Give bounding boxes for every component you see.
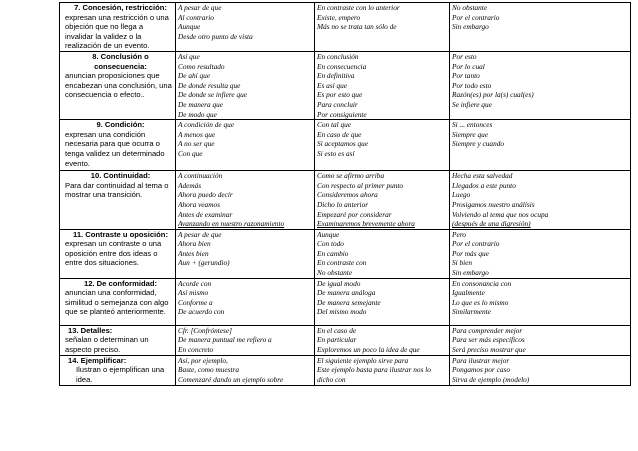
category-cell <box>60 120 176 171</box>
connector-item: Prosigamos nuestro análisis <box>452 199 535 209</box>
connector-item: Si aceptamos que <box>317 139 369 149</box>
connector-item: Igualmente <box>452 288 485 298</box>
connector-item: Del mismo modo <box>317 307 367 317</box>
connectors-col3 <box>450 355 631 385</box>
connector-item: Ahora puedo decir <box>178 190 233 200</box>
connector-item: Avanzando en nuestro razonamiento <box>178 219 285 229</box>
category-title: 10. Continuidad: <box>90 171 151 181</box>
connectors-table <box>59 2 631 386</box>
category-title: 13. Detalles: <box>68 325 113 335</box>
connector-item: Llegados a este punto <box>452 180 516 190</box>
connector-item: dicho con <box>317 374 346 384</box>
connector-item: Acorde con <box>178 278 212 288</box>
connector-item: De donde se infiere que <box>178 90 248 100</box>
connector-item: Además <box>178 180 202 190</box>
category-title: 8. Conclusión o consecuencia: <box>92 51 149 71</box>
connectors-col1 <box>176 171 315 230</box>
connector-item: Es por esto que <box>317 90 363 100</box>
connectors-col1 <box>176 229 315 278</box>
connector-item: Sirva de ejemplo (modelo) <box>452 374 530 384</box>
connector-item: De manera semejante <box>317 297 381 307</box>
connector-item: Así que <box>178 51 200 61</box>
connector-item: De donde resulta que <box>178 80 241 90</box>
connector-item: Más no se trata tan sólo de <box>317 22 397 32</box>
connector-item: Como resultado <box>178 61 225 71</box>
connector-item: Con respecto al primer punto <box>317 180 404 190</box>
connectors-col3 <box>450 229 631 278</box>
connector-item: Así, por ejemplo, <box>178 355 228 365</box>
connector-item: Ahora bien <box>178 239 211 249</box>
connector-item: Comenzaré dando un ejemplo sobre <box>178 374 284 384</box>
category-cell <box>60 51 176 119</box>
connector-item: Con todo <box>317 239 344 249</box>
connectors-col1 <box>176 51 315 119</box>
connectors-col3 <box>450 171 631 230</box>
connector-item: De manera puntual me refiero a <box>178 335 272 345</box>
connectors-col2 <box>315 120 450 171</box>
connector-item: En concreto <box>178 344 214 354</box>
connectors-col1 <box>176 355 315 385</box>
connector-item: Siempre y cuando <box>452 139 505 149</box>
table-row <box>60 325 631 355</box>
connectors-col2 <box>315 51 450 119</box>
connectors-col2 <box>315 278 450 325</box>
table-row <box>60 171 631 230</box>
connector-item: A pesar de que <box>178 229 222 239</box>
table-row <box>60 120 631 171</box>
connector-item: En conclusión <box>317 51 359 61</box>
connector-item: De manera que <box>178 99 223 109</box>
connector-item: Por todo esto <box>452 80 492 90</box>
connectors-col3 <box>450 51 631 119</box>
connector-item: Por el contrario <box>452 239 500 249</box>
category-description: Para dar continuidad al tema o mostrar una transición. <box>65 180 169 200</box>
connector-item: Conforme a <box>178 297 213 307</box>
connectors-col3 <box>450 120 631 171</box>
connector-item: A no ser que <box>178 139 215 149</box>
connector-item: Por consiguiente <box>317 109 367 119</box>
connector-item: De modo que <box>178 109 217 119</box>
category-title: 7. Concesión, restricción: <box>74 3 167 12</box>
connector-item: A menos que <box>178 129 216 139</box>
category-cell <box>60 3 176 52</box>
connector-item: Por más que <box>452 248 489 258</box>
connector-item: De manera análoga <box>317 288 376 298</box>
connector-item: En cambio <box>317 248 349 258</box>
category-description: señalan o determinan un aspecto preciso. <box>65 335 149 354</box>
category-cell <box>60 325 176 355</box>
connector-item: Razón(es) por la(s) cual(es) <box>452 90 534 100</box>
connector-item: Para comprender mejor <box>452 325 523 335</box>
connector-item: Aunque <box>317 229 340 239</box>
category-description: Ilustran o ejemplifican una idea. <box>76 365 165 384</box>
connectors-col3 <box>450 325 631 355</box>
connectors-col2 <box>315 325 450 355</box>
connector-item: De igual modo <box>317 278 361 288</box>
connector-item: Si bien <box>452 258 473 268</box>
connector-item: Como se afirmo arriba <box>317 171 385 181</box>
connectors-col2 <box>315 171 450 230</box>
connector-item: Siempre que <box>452 129 488 139</box>
connector-item: Hecha esta salvedad <box>452 171 513 181</box>
connector-item: En definitiva <box>317 71 355 81</box>
connector-item: Aun + (gerundio) <box>178 258 230 268</box>
connector-item: En consecuencia <box>317 61 367 71</box>
category-title: 14. Ejemplificar: <box>68 355 127 365</box>
connector-item: A condición de que <box>178 120 234 130</box>
category-description: expresan una condición necesaria para que ocurra o tenga validez un determinado evento. <box>65 129 165 168</box>
connector-item: Para concluir <box>317 99 358 109</box>
connector-item: Antes bien <box>178 248 209 258</box>
connector-item: En el caso de <box>317 325 357 335</box>
connector-item: Cfr. [Confróntese] <box>178 325 232 335</box>
connector-item: Si ... entonces <box>452 120 493 130</box>
table-row <box>60 3 631 52</box>
connector-item: En contraste con lo anterior <box>317 3 400 12</box>
category-title: 12. De conformidad: <box>84 278 157 288</box>
connector-item: (después de una digresión) <box>452 219 531 229</box>
connector-item: Dicho lo anterior <box>317 199 369 209</box>
connector-item: Pero <box>452 229 466 239</box>
connectors-col1 <box>176 3 315 52</box>
connector-item: En caso de que <box>317 129 362 139</box>
connector-item: Consideremos ahora <box>317 190 378 200</box>
connector-item: Si esto es así <box>317 148 355 158</box>
category-title: 11. Contraste u oposición: <box>73 229 168 239</box>
connector-item: Sin embargo <box>452 268 489 278</box>
connector-item: Aunque <box>178 22 201 32</box>
connector-item: Antes de examinar <box>178 209 233 219</box>
connector-item: Sin embargo <box>452 22 489 32</box>
connector-item: Luego <box>452 190 471 200</box>
category-description: anuncian una conformidad, similitud o semejanza con algo que se planteó anteriormente. <box>65 288 169 317</box>
connector-item: Existe, empero <box>317 12 361 22</box>
connector-item: Con tal que <box>317 120 352 130</box>
connector-item: Exploremos un poco la idea de que <box>317 344 420 354</box>
connector-item: Lo que es lo mismo <box>452 297 509 307</box>
connector-item: Volviendo al tema que nos ocupa <box>452 209 549 219</box>
category-title: 9. Condición: <box>96 120 145 130</box>
connector-item: Al contrario <box>178 12 214 22</box>
connector-item: El siguiente ejemplo sirve para <box>317 355 409 365</box>
connector-item: Para ilustrar mejor <box>452 355 510 365</box>
connector-item: Similarmente <box>452 307 491 317</box>
connector-item: Por esto <box>452 51 477 61</box>
connectors-col3 <box>450 278 631 325</box>
connector-item: De ahí que <box>178 71 211 81</box>
connector-item: Baste, como muestra <box>178 365 240 375</box>
connector-item: En contraste con <box>317 258 367 268</box>
connectors-col1 <box>176 325 315 355</box>
table-row <box>60 51 631 119</box>
connector-item: En consonancia con <box>452 278 512 288</box>
category-cell <box>60 171 176 230</box>
connector-item: No obstante <box>317 268 353 278</box>
connector-item: Examinaremos brevemente ahora <box>317 219 415 229</box>
table-row <box>60 355 631 385</box>
connector-item: En particular <box>317 335 357 345</box>
category-cell <box>60 278 176 325</box>
connectors-col1 <box>176 278 315 325</box>
connector-item: Desde otro punto de vista <box>178 31 253 41</box>
connector-item: Este ejemplo basta para ilustrar nos lo <box>317 365 431 375</box>
category-cell <box>60 355 176 385</box>
connector-item: No obstante <box>452 3 488 12</box>
connector-item: Ahora veamos <box>178 199 220 209</box>
connector-item: Empezaré por considerar <box>317 209 392 219</box>
connectors-col1 <box>176 120 315 171</box>
connectors-col2 <box>315 355 450 385</box>
connector-item: Se infiere que <box>452 99 492 109</box>
connector-item: Así mismo <box>178 288 209 298</box>
table-row <box>60 278 631 325</box>
connector-item: Será preciso mostrar que <box>452 344 526 354</box>
category-description: expresan una restricción o una objeción que no llega a invalidar la validez o la realización de un evento. <box>65 12 169 51</box>
connector-item: Por lo cual <box>452 61 485 71</box>
connector-item: A continuación <box>178 171 223 181</box>
connectors-col3 <box>450 3 631 52</box>
connector-item: Con que <box>178 148 203 158</box>
connector-item: Por tanto <box>452 71 480 81</box>
category-description: anuncian proposiciones que encabezan una conclusión, una consecuencia o efecto.. <box>65 71 172 100</box>
connectors-col2 <box>315 229 450 278</box>
connector-item: Pongamos por caso <box>452 365 510 375</box>
connector-item: Por el contrario <box>452 12 500 22</box>
category-cell <box>60 229 176 278</box>
category-description: expresan un contraste o una oposición entre dos ideas o entre dos situaciones. <box>65 239 162 268</box>
connector-item: A pesar de que <box>178 3 222 12</box>
connectors-col2 <box>315 3 450 52</box>
table-row <box>60 229 631 278</box>
connector-item: De acuerdo con <box>178 307 225 317</box>
connector-item: Es así que <box>317 80 347 90</box>
connector-item: Para ser más específicos <box>452 335 525 345</box>
